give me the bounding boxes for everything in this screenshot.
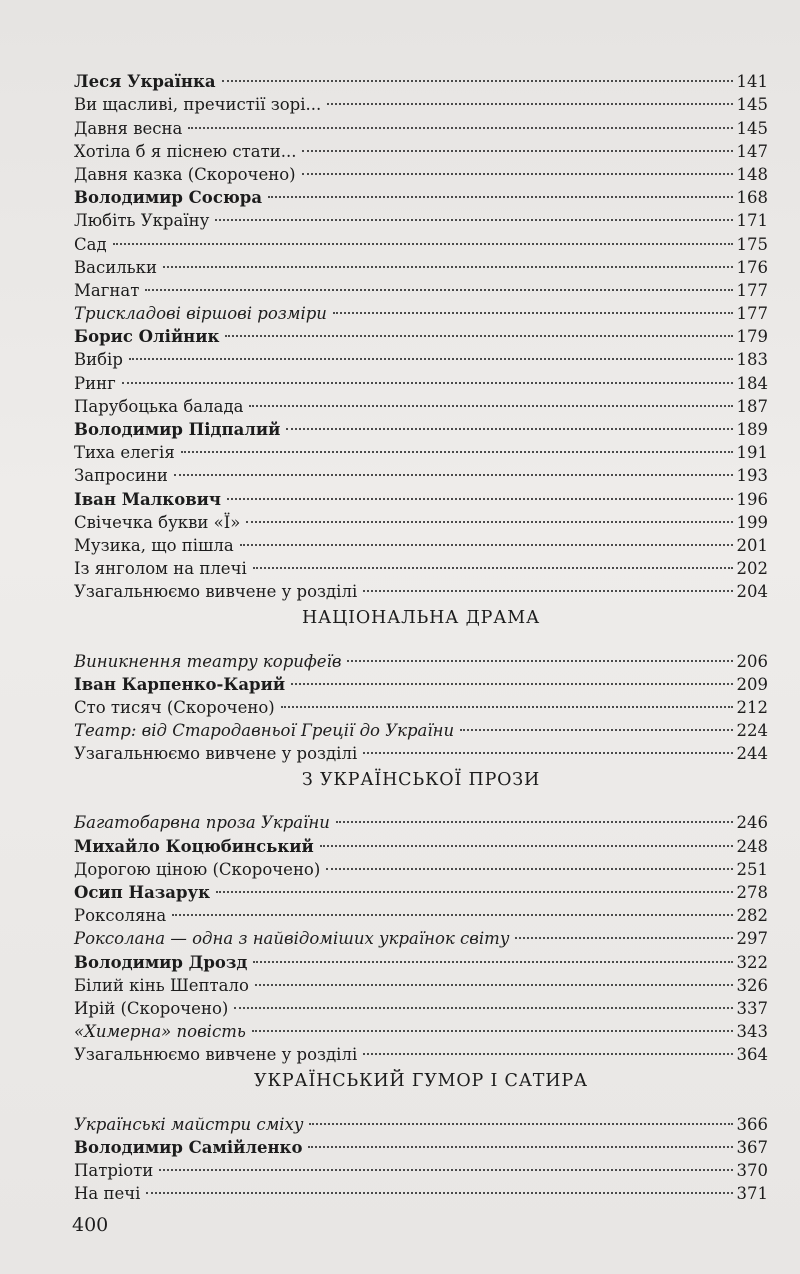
dot-leader <box>181 428 733 453</box>
dot-leader <box>188 103 732 128</box>
toc-entry-page: 343 <box>736 1022 768 1042</box>
toc-entry-page: 145 <box>736 118 768 138</box>
toc-entry-page: 189 <box>736 420 768 439</box>
toc-entry-title: Узагальнюємо вивчене у розділі <box>74 582 358 602</box>
toc-entry-page: 147 <box>736 141 768 161</box>
dot-leader <box>363 567 732 592</box>
toc-entry-title: Осип Назарук <box>74 883 210 902</box>
toc-entry-title: Давня казка (Скорочено) <box>74 164 296 184</box>
toc-entry-page: 199 <box>736 512 768 532</box>
dot-leader <box>215 196 732 221</box>
section-heading: УКРАЇНСЬКИЙ ГУМОР І САТИРА <box>254 1071 588 1092</box>
dot-leader <box>253 544 733 569</box>
toc-entry-title: На печі <box>74 1184 141 1204</box>
toc-entry-title: Узагальнюємо вивчене у розділі <box>74 744 358 764</box>
toc-entry-page: 204 <box>736 582 768 602</box>
dot-leader <box>240 521 733 546</box>
toc-entry-title: Володимир Сосюра <box>74 188 263 208</box>
toc-entry-title: Давня весна <box>74 118 183 138</box>
dot-leader <box>326 845 732 870</box>
dot-leader <box>308 1123 732 1148</box>
dot-leader <box>249 382 732 407</box>
toc-entry-page: 366 <box>736 1114 768 1134</box>
toc-entry-page: 370 <box>736 1160 768 1180</box>
toc-entry-page: 184 <box>736 373 768 393</box>
toc-entry-page: 191 <box>736 443 768 463</box>
toc-entry-page: 337 <box>736 998 768 1018</box>
toc-entry-title: Музика, що пішла <box>74 535 234 555</box>
toc-entry-title: Ирій (Скорочено) <box>74 998 229 1018</box>
toc-entry-page: 367 <box>736 1137 768 1157</box>
dot-leader <box>129 335 733 360</box>
toc-entry-page: 224 <box>736 721 768 741</box>
toc-entry-page: 326 <box>736 975 768 995</box>
toc-entry-title: Володимир Самійленко <box>74 1137 303 1157</box>
dot-leader <box>222 57 733 82</box>
toc-entry-title: Запросини <box>74 466 168 486</box>
dot-leader <box>163 243 733 268</box>
toc-entry-page: 202 <box>736 559 768 579</box>
toc-entry-title: Іван Малкович <box>74 489 221 509</box>
toc-entry-title: Театр: від Стародавньої Греції до України <box>74 721 455 741</box>
toc-group <box>74 62 768 602</box>
toc-entry-page: 168 <box>736 188 768 208</box>
toc-entry-title: Білий кінь Шептало <box>74 975 249 995</box>
toc-entry-page: 251 <box>736 859 768 879</box>
toc-entry-page: 179 <box>736 327 768 347</box>
toc-entry-title: Борис Олійник <box>74 327 220 347</box>
toc-entry-page: 322 <box>736 952 768 972</box>
toc-entry-page: 145 <box>736 95 768 115</box>
toc-entry-page: 148 <box>736 164 768 184</box>
dot-leader <box>159 1146 732 1171</box>
dot-leader <box>216 868 733 893</box>
toc-entry-title: Михайло Коцюбинський <box>74 836 314 856</box>
toc-entry-title: Виникнення театру корифеїв <box>74 651 342 671</box>
dot-leader <box>336 798 733 823</box>
toc-entry-title: Іван Карпенко-Карий <box>74 674 286 694</box>
section-heading: З УКРАЇНСЬКОЇ ПРОЗИ <box>301 770 541 791</box>
toc-entry-title: Сад <box>74 234 107 254</box>
toc-entry-page: 364 <box>736 1045 768 1065</box>
section-heading: НАЦІОНАЛЬНА ДРАМА <box>301 608 541 629</box>
dot-leader <box>302 127 732 152</box>
toc-entry-page: 141 <box>736 72 768 92</box>
dot-leader <box>268 173 732 198</box>
toc-entry-page: 171 <box>736 211 768 231</box>
page-number: 400 <box>72 1214 109 1236</box>
toc-entry-page: 209 <box>736 674 768 694</box>
dot-leader <box>253 937 732 962</box>
table-of-contents <box>74 62 768 1204</box>
dot-leader <box>122 358 733 383</box>
toc-entry-title: Ринг <box>74 373 116 393</box>
dot-leader <box>281 683 733 708</box>
toc-entry-page: 244 <box>736 744 768 764</box>
toc-entry-title: Вибір <box>74 350 123 370</box>
toc-entry-page: 177 <box>736 280 768 300</box>
dot-leader <box>227 474 733 499</box>
dot-leader <box>252 1007 733 1032</box>
toc-group <box>74 1104 768 1204</box>
toc-entry-title: Багатобарвна проза України <box>74 813 330 833</box>
toc-entry-title: Магнат <box>74 280 140 300</box>
dot-leader <box>320 821 733 846</box>
toc-entry-title: Трискладові віршові розміри <box>74 304 327 324</box>
toc-entry-page: 193 <box>736 466 768 486</box>
dot-leader <box>113 219 733 244</box>
dot-leader <box>255 961 733 986</box>
toc-entry-page: 212 <box>736 697 768 717</box>
dot-leader <box>302 150 733 175</box>
toc-entry-title: Парубоцька балада <box>74 396 244 416</box>
dot-leader <box>333 289 733 314</box>
toc-entry-title: Любіть Україну <box>74 211 210 231</box>
toc-entry-title: Дорогою ціною (Скорочено) <box>74 859 321 879</box>
toc-entry-page: 177 <box>736 304 768 324</box>
dot-leader <box>145 266 732 291</box>
toc-group <box>74 641 768 764</box>
toc-entry-title: Леся Українка <box>74 72 216 92</box>
toc-entry-title: Українські майстри сміху <box>74 1114 304 1134</box>
dot-leader <box>246 498 732 523</box>
toc-entry-title: Патріоти <box>74 1160 154 1180</box>
dot-leader <box>234 984 732 1009</box>
toc-entry-page: 246 <box>736 813 768 833</box>
toc-entry-page: 196 <box>736 489 768 509</box>
toc-entry-title: Ви щасливі, пречистії зорі... <box>74 95 322 115</box>
toc-entry-title: Тиха елегія <box>74 443 175 463</box>
toc-entry-page: 248 <box>736 836 768 856</box>
toc-entry-page: 175 <box>736 234 768 254</box>
dot-leader <box>309 1099 732 1124</box>
toc-entry-title: Васильки <box>74 257 157 277</box>
toc-entry-title: Роксолана — одна з найвідоміших українок світу <box>74 929 510 949</box>
toc-entry-page: 206 <box>736 651 768 671</box>
toc-entry-title: Узагальнюємо вивчене у розділі <box>74 1045 358 1065</box>
toc-entry-page: 201 <box>736 535 768 555</box>
dot-leader <box>515 914 732 939</box>
dot-leader <box>460 706 732 731</box>
toc-entry-title: Роксоляна <box>74 906 167 926</box>
toc-entry-title: «Химерна» повість <box>74 1022 246 1042</box>
toc-entry-page: 187 <box>736 396 768 416</box>
dot-leader <box>363 729 732 754</box>
toc-entry-title: Хотіла б я піснею стати... <box>74 141 297 161</box>
toc-entry-page: 282 <box>736 906 768 926</box>
dot-leader <box>363 1030 732 1055</box>
toc-entry-title: Із янголом на плечі <box>74 559 247 579</box>
dot-leader <box>172 891 732 916</box>
dot-leader <box>347 636 732 661</box>
toc-entry-title: Свічечка букви «Ї» <box>74 512 241 532</box>
toc-entry-page: 176 <box>736 257 768 277</box>
dot-leader <box>174 451 733 476</box>
dot-leader <box>146 1169 732 1194</box>
toc-entry <box>74 1174 768 1204</box>
dot-leader <box>225 312 732 337</box>
toc-entry-page: 183 <box>736 350 768 370</box>
toc-entry-page: 297 <box>736 929 768 949</box>
toc-entry-page: 278 <box>736 883 768 902</box>
dot-leader <box>327 80 732 105</box>
toc-entry-title: Сто тисяч (Скорочено) <box>74 697 275 717</box>
dot-leader <box>286 405 732 430</box>
toc-entry-title: Володимир Дрозд <box>74 952 248 972</box>
dot-leader <box>291 660 732 685</box>
toc-entry-page: 371 <box>736 1184 768 1204</box>
toc-group <box>74 803 768 1065</box>
toc-entry-title: Володимир Підпалий <box>74 420 281 439</box>
